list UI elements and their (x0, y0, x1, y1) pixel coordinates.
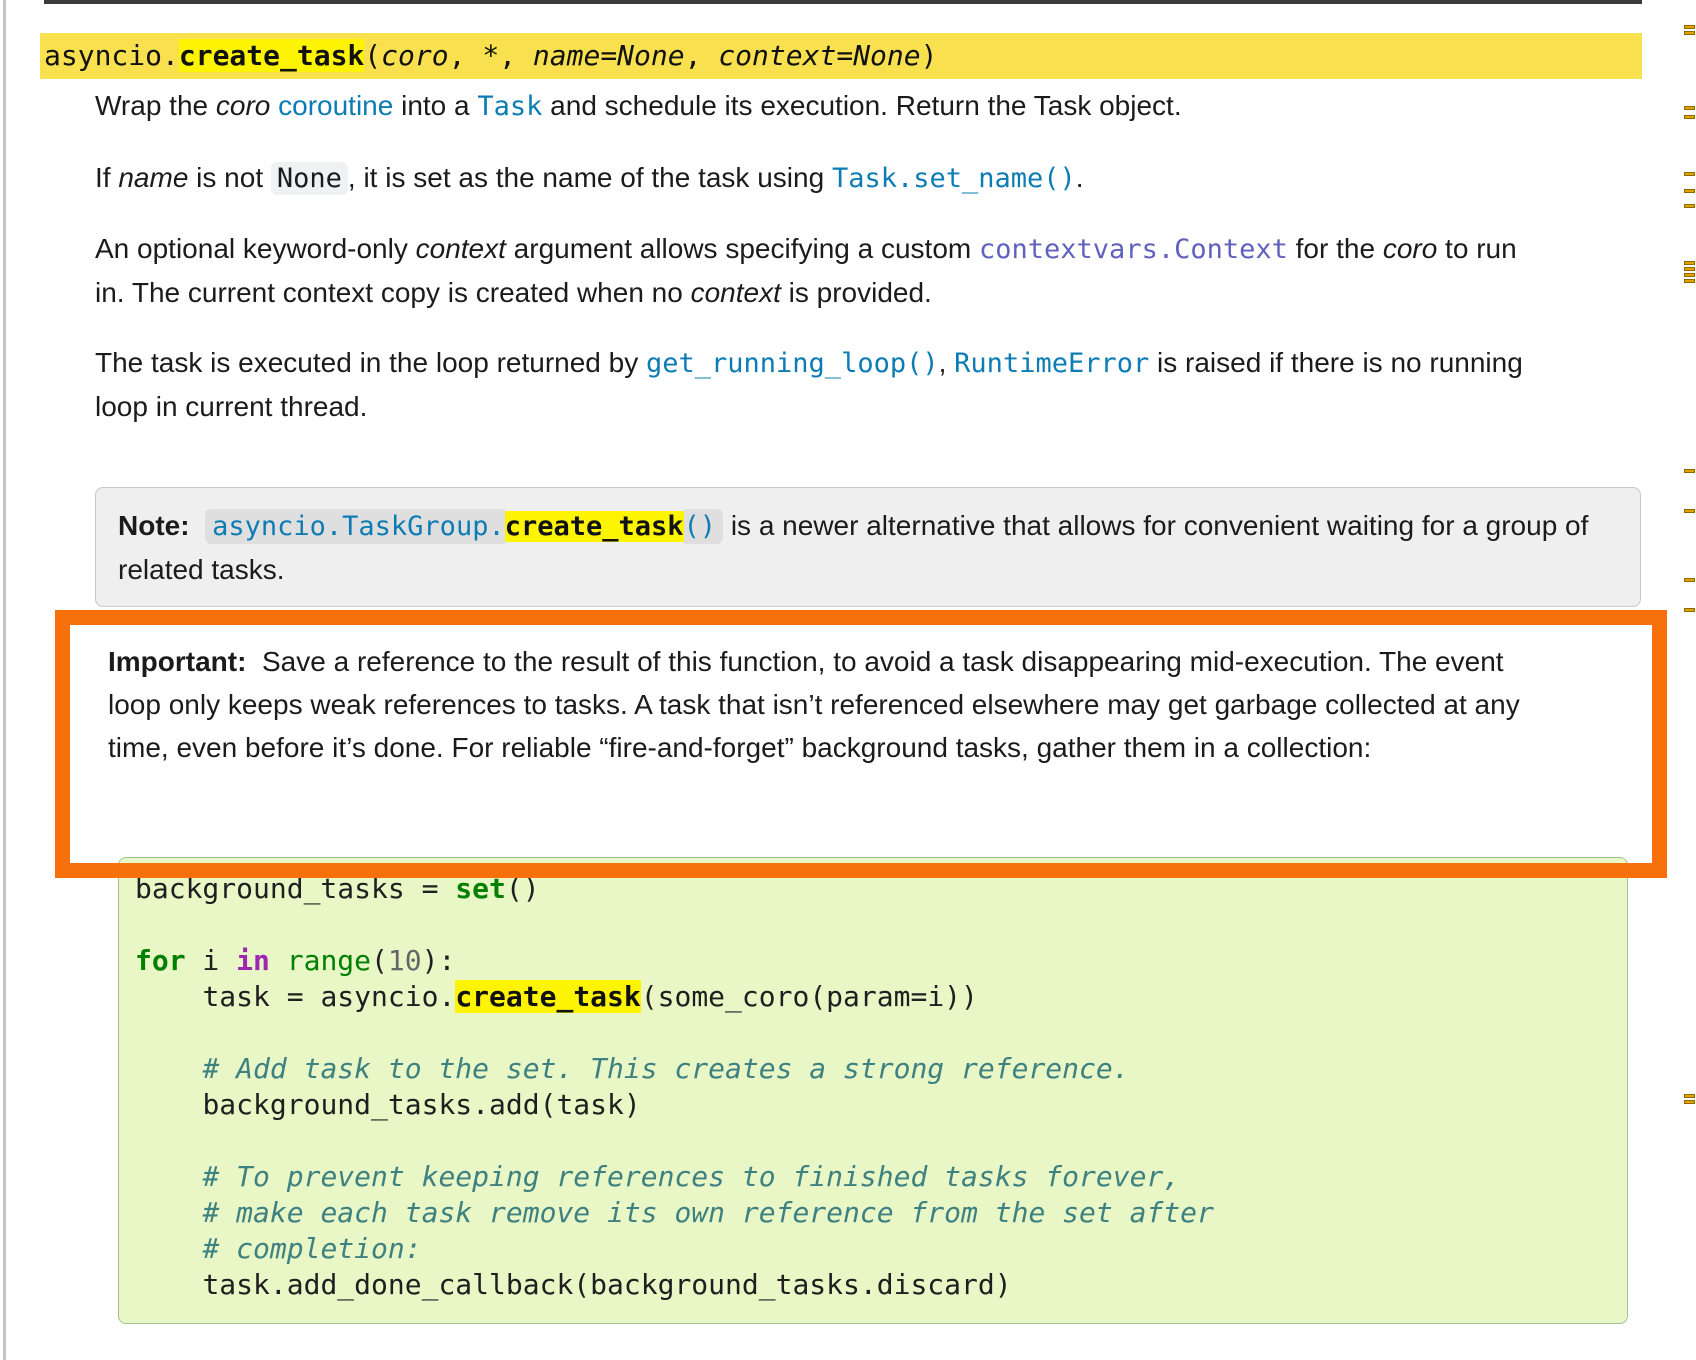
code-line (135, 1015, 1611, 1051)
find-match-scrollbar-marker (1684, 469, 1695, 473)
code-comment: # make each task remove its own reference from the set after (135, 1196, 1214, 1229)
separator: , (684, 39, 719, 72)
param-coro: coro (381, 39, 449, 72)
find-match-scrollbar-marker (1684, 115, 1695, 119)
separator: , (448, 39, 483, 72)
runtimeerror-link[interactable]: RuntimeError (954, 348, 1150, 379)
text: , it is set as the name of the task using (347, 162, 832, 193)
text: argument allows specifying a custom (505, 233, 980, 264)
param-star: * (482, 39, 500, 72)
find-match: create_task (504, 511, 684, 542)
code-text: task.add_done_callback(background_tasks.discard) (135, 1268, 1012, 1301)
text: , (938, 347, 955, 378)
text: The task is executed in the loop returned by (95, 347, 646, 378)
param-ref-context: context (415, 233, 506, 264)
keyword-for: for (135, 944, 186, 977)
text: into a (393, 90, 478, 121)
find-match-scrollbar-marker (1684, 1100, 1695, 1104)
code-example-block (118, 857, 1628, 1324)
param-context: context=None (718, 39, 921, 72)
text: Save a reference to the result of this function, to avoid a task disappearing mid-execution. The event loop only keeps weak references to tasks. A task that isn’t referenced elsewhere may get garbage collected at any time, even before it’s done. For reliable “fire-and-forget” background tasks, gather them in a collection: (108, 646, 1528, 763)
paragraph-running-loop (95, 341, 1550, 428)
taskgroup-create-task-link[interactable]: () (684, 509, 724, 544)
text: is provided. (780, 277, 932, 308)
find-match-scrollbar-marker (1684, 204, 1695, 208)
code-line (135, 907, 1611, 943)
code-text: ( (371, 944, 388, 977)
code-text: (some_coro(param=i)) (640, 980, 978, 1013)
code-line (135, 1195, 1611, 1231)
text: is a newer alternative that allows for convenient waiting for a group of related tasks. (118, 510, 1597, 585)
find-match-scrollbar-marker (1684, 608, 1695, 612)
builtin-range: range (286, 944, 372, 977)
code-line (135, 979, 1611, 1015)
find-match-function-name: create_task (178, 39, 365, 72)
code-line (135, 1123, 1611, 1159)
separator: , (499, 39, 533, 72)
code-line (135, 1087, 1611, 1123)
param-name: name=None (532, 39, 685, 72)
note-label: Note: (118, 510, 190, 541)
find-match-scrollbar-marker (1684, 189, 1695, 193)
paragraph-wrap-coro (95, 84, 1550, 128)
code-text: ): (421, 944, 456, 977)
code-line (135, 1051, 1611, 1087)
important-label: Important: (108, 646, 247, 677)
find-match-scrollbar-marker (1684, 25, 1695, 29)
taskgroup-create-task-link[interactable]: asyncio.TaskGroup. (205, 509, 505, 544)
param-ref-coro: coro (215, 90, 271, 121)
get-running-loop-link[interactable]: get_running_loop() (646, 348, 939, 379)
task-class-link[interactable]: Task (477, 91, 543, 122)
function-signature (40, 33, 1642, 79)
find-match-scrollbar-marker (1684, 31, 1695, 35)
find-match-scrollbar-marker (1684, 1094, 1695, 1098)
param-ref-context: context (690, 277, 781, 308)
paragraph-context-arg (95, 227, 1550, 314)
text: If (95, 162, 119, 193)
find-match-scrollbar-marker (1684, 578, 1695, 582)
code-text (270, 944, 287, 977)
text: . (1075, 162, 1084, 193)
text: An optional keyword-only (95, 233, 416, 264)
code-text: background_tasks = (135, 872, 456, 905)
find-match-scrollbar-marker (1684, 267, 1695, 271)
code-text: background_tasks.add(task) (135, 1088, 641, 1121)
text: and schedule its execution. Return the Task object. (542, 90, 1182, 121)
paragraph-name-arg (95, 156, 1550, 200)
find-match-scrollbar-marker (1684, 509, 1695, 513)
code-comment: # Add task to the set. This creates a strong reference. (135, 1052, 1130, 1085)
text: is not (188, 162, 271, 193)
code-line (135, 1159, 1611, 1195)
coroutine-link[interactable]: coroutine (278, 90, 394, 121)
keyword-in: in (236, 944, 270, 977)
note-admonition (95, 487, 1641, 607)
find-match-scrollbar-marker (1684, 261, 1695, 265)
builtin-set: set (455, 872, 506, 905)
number-literal: 10 (387, 944, 422, 977)
text (270, 90, 278, 121)
code-line (135, 1267, 1611, 1303)
contextvars-context-link[interactable]: contextvars.Context (979, 234, 1288, 265)
paren: ) (920, 39, 938, 72)
orange-annotation-rectangle (55, 610, 1667, 878)
code-comment: # To prevent keeping references to finished tasks forever, (135, 1160, 1181, 1193)
text (190, 510, 206, 541)
text: is raised if there is no running loop in current thread. (95, 347, 1531, 422)
code-comment: # completion: (135, 1232, 422, 1265)
page-left-border (3, 0, 6, 1360)
param-ref-name: name (118, 162, 189, 193)
find-match-scrollbar-marker (1684, 273, 1695, 277)
code-literal-none: None (271, 162, 348, 195)
find-match-scrollbar-marker (1684, 172, 1695, 176)
code-text: task = asyncio. (135, 980, 456, 1013)
find-match: create_task (455, 980, 641, 1013)
code-line (135, 943, 1611, 979)
find-match-scrollbar-marker (1684, 106, 1695, 110)
text: for the (1287, 233, 1383, 264)
task-set-name-link[interactable]: Task.set_name() (831, 163, 1076, 194)
code-text: () (505, 872, 540, 905)
param-ref-coro: coro (1382, 233, 1438, 264)
code-line (135, 1231, 1611, 1267)
section-divider-line (44, 0, 1642, 4)
code-text: i (185, 944, 237, 977)
module-prefix: asyncio. (44, 39, 179, 72)
find-match-scrollbar-marker (1684, 279, 1695, 283)
text: to run in. The current context copy is created when no (95, 233, 1525, 308)
text: Wrap the (95, 90, 216, 121)
paren: ( (364, 39, 382, 72)
